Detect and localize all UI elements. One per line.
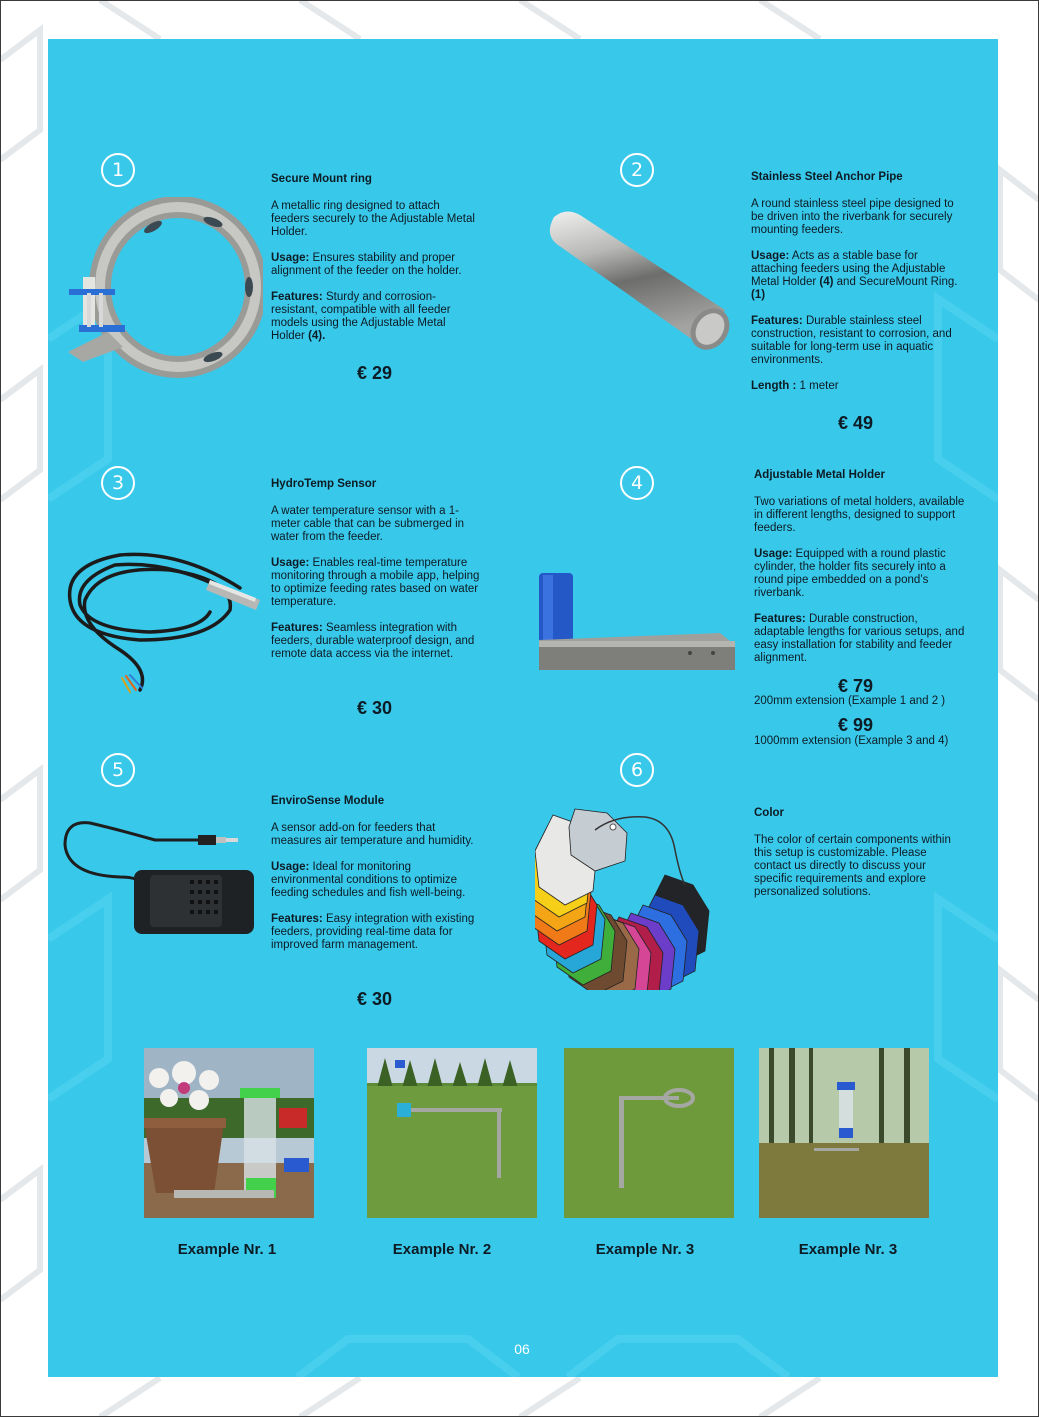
product-title: Secure Mount ring — [271, 173, 372, 185]
product-usage: Usage: Equipped with a round plastic cylinder, the holder fits securely into a round pipe embedded on a pond’s riverbank. — [754, 548, 946, 599]
product-length: Length : 1 meter — [751, 380, 839, 392]
product-number-badge: 6 — [620, 753, 654, 787]
product-price: € 30 — [357, 698, 393, 718]
price-label-200mm: 200mm extension (Example 1 and 2 ) — [754, 695, 946, 707]
product-description: Two variations of metal holders, available in different lengths, designed to support feeders. — [754, 496, 965, 534]
product-features: Features: Durable stainless steel construction, resistant to corrosion, and suitable for long-term use in aquatic environments. — [751, 315, 952, 366]
product-title: Color — [754, 807, 785, 819]
product-features: Features: Durable construction, adaptable lengths for various setups, and easy installation for stability and feeder alignment. — [754, 613, 965, 664]
product-price-1000mm: € 99 — [838, 715, 874, 735]
product-description: The color of certain components within this setup is customizable. Please contact us directly to discuss your specific requirements and explore personalized solutions. — [754, 834, 951, 898]
example-caption: Example Nr. 3 — [595, 1241, 695, 1258]
product-features: Features: Sturdy and corrosion-resistant, compatible with all feeder models using the Adjustable Metal Holder (4). — [271, 291, 451, 342]
product-features: Features: Easy integration with existing feeders, providing real-time data for improved farm management. — [271, 913, 475, 951]
product-description: A round stainless steel pipe designed to be driven into the riverbank for securely mounting feeders. — [751, 198, 954, 236]
product-title: Adjustable Metal Holder — [754, 469, 885, 481]
product-number-badge: 4 — [620, 466, 654, 500]
product-title: HydroTemp Sensor — [271, 478, 377, 490]
product-price: € 29 — [357, 363, 393, 383]
product-usage: Usage: Ensures stability and proper alignment of the feeder on the holder. — [271, 252, 462, 277]
product-description: A water temperature sensor with a 1-meter cable that can be submerged in water from the feeder. — [271, 505, 465, 543]
product-description: A sensor add-on for feeders that measures air temperature and humidity. — [271, 822, 474, 847]
product-number-badge: 2 — [620, 153, 654, 187]
product-price: € 49 — [838, 413, 874, 433]
product-price-200mm: € 79 — [838, 676, 874, 696]
product-number-badge: 3 — [101, 466, 135, 500]
product-price: € 30 — [357, 989, 393, 1009]
example-caption: Example Nr. 1 — [177, 1241, 277, 1258]
product-description: A metallic ring designed to attach feeders securely to the Adjustable Metal Holder. — [271, 200, 475, 238]
product-usage: Usage: Acts as a stable base for attaching feeders using the Adjustable Metal Holder (4) and SecureMount Ring. (1) — [751, 250, 958, 301]
example-caption: Example Nr. 3 — [798, 1241, 898, 1258]
product-number-badge: 5 — [101, 753, 135, 787]
product-title: Stainless Steel Anchor Pipe — [751, 171, 903, 183]
product-usage: Usage: Enables real-time temperature monitoring through a mobile app, helping to optimize feeding rates based on water temperature. — [271, 557, 480, 608]
product-features: Features: Seamless integration with feeders, durable waterproof design, and remote data access via the internet. — [271, 622, 475, 660]
example-caption: Example Nr. 2 — [392, 1241, 492, 1258]
product-title: EnviroSense Module — [271, 795, 385, 807]
price-label-1000mm: 1000mm extension (Example 3 and 4) — [754, 735, 949, 747]
product-number-badge: 1 — [101, 153, 135, 187]
product-usage: Usage: Ideal for monitoring environmental conditions to optimize feeding schedules and fish well-being. — [271, 861, 466, 899]
page-number: 06 — [514, 1341, 530, 1357]
